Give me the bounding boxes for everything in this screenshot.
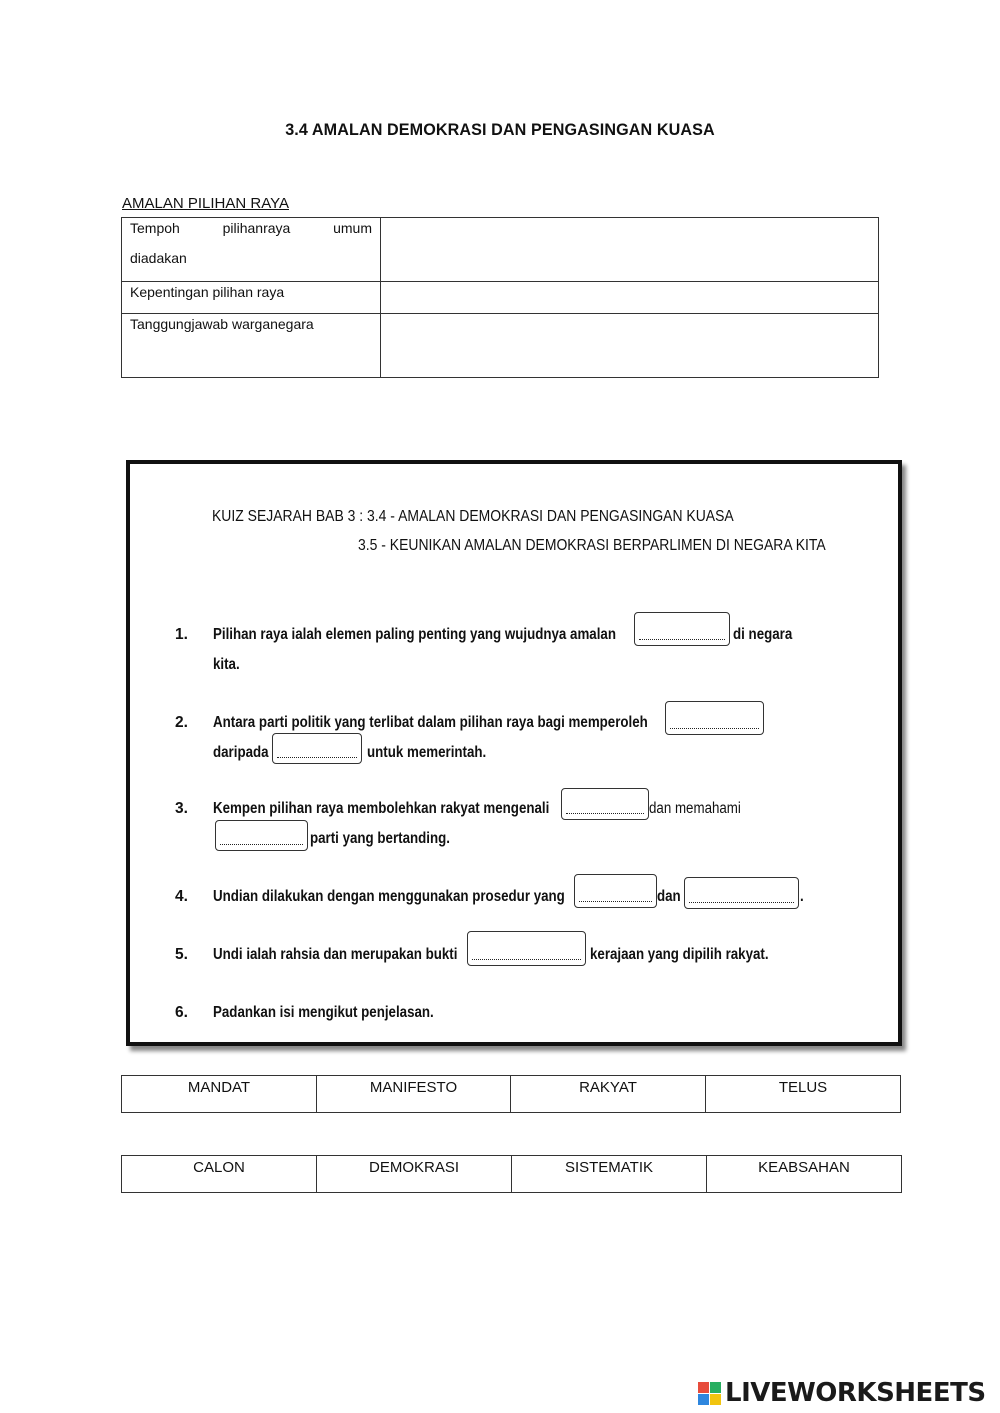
logo-text: LIVEWORKSHEETS <box>725 1378 986 1408</box>
answer-blank-q2a[interactable] <box>665 701 764 735</box>
word-chip[interactable]: MANDAT <box>122 1076 317 1113</box>
answer-blank-q2b[interactable] <box>272 733 362 764</box>
row-label-tanggungjawab: Tanggungjawab warganegara <box>122 314 381 378</box>
question-number: 6. <box>175 1004 188 1021</box>
answer-cell-kepentingan[interactable] <box>381 282 879 314</box>
section-label: AMALAN PILIHAN RAYA <box>122 195 289 212</box>
answer-blank-q4a[interactable] <box>574 874 657 908</box>
word-bank-row2 <box>121 1155 902 1193</box>
question-text: . <box>800 888 804 905</box>
question-text: parti yang bertanding. <box>310 830 450 847</box>
table-row <box>122 282 879 314</box>
answer-cell-tanggungjawab[interactable] <box>381 314 879 378</box>
quiz-heading-line1: KUIZ SEJARAH BAB 3 : 3.4 - AMALAN DEMOKRASI DAN PENGASINGAN KUASA <box>212 508 734 525</box>
question-text: dan <box>657 888 681 905</box>
row-label-kepentingan: Kepentingan pilihan raya <box>122 282 381 314</box>
answer-cell-tempoh[interactable] <box>381 218 879 282</box>
answer-blank-q4b[interactable] <box>684 877 799 909</box>
table-row <box>122 314 879 378</box>
table-row <box>122 1156 902 1193</box>
question-text: dan memahami <box>649 800 741 817</box>
question-text: daripada <box>213 744 269 761</box>
word-chip[interactable]: SISTEMATIK <box>512 1156 707 1193</box>
word-chip[interactable]: CALON <box>122 1156 317 1193</box>
page-title: 3.4 AMALAN DEMOKRASI DAN PENGASINGAN KUASA <box>285 120 715 139</box>
table-row <box>122 218 879 282</box>
quiz-heading-line2: 3.5 - KEUNIKAN AMALAN DEMOKRASI BERPARLIMEN DI NEGARA KITA <box>358 537 826 554</box>
answer-blank-q1[interactable] <box>634 612 730 646</box>
question-text: Undian dilakukan dengan menggunakan prosedur yang <box>213 888 565 905</box>
liveworksheets-logo <box>698 1378 986 1408</box>
question-text: Antara parti politik yang terlibat dalam pilihan raya bagi memperoleh <box>213 714 648 731</box>
question-text: Padankan isi mengikut penjelasan. <box>213 1004 434 1021</box>
question-text: kita. <box>213 656 240 673</box>
question-text: kerajaan yang dipilih rakyat. <box>590 946 769 963</box>
question-text: Kempen pilihan raya membolehkan rakyat mengenali <box>213 800 550 817</box>
question-number: 3. <box>175 800 188 817</box>
question-text: Pilihan raya ialah elemen paling penting yang wujudnya amalan <box>213 626 616 643</box>
word-chip[interactable]: TELUS <box>706 1076 901 1113</box>
logo-squares-icon <box>698 1382 721 1405</box>
word-chip[interactable]: RAKYAT <box>511 1076 706 1113</box>
question-number: 1. <box>175 626 188 643</box>
table-row <box>122 1076 901 1113</box>
answer-blank-q3a[interactable] <box>561 788 649 820</box>
question-text: untuk memerintah. <box>367 744 487 761</box>
question-number: 4. <box>175 888 188 905</box>
row-label-tempoh: Tempoh pilihanraya umum diadakan <box>122 218 381 282</box>
word-chip[interactable]: KEABSAHAN <box>707 1156 902 1193</box>
question-number: 5. <box>175 946 188 963</box>
question-text: di negara <box>733 626 793 643</box>
info-table <box>121 217 879 378</box>
word-bank-row1 <box>121 1075 901 1113</box>
question-number: 2. <box>175 714 188 731</box>
answer-blank-q5[interactable] <box>467 931 586 966</box>
word-chip[interactable]: DEMOKRASI <box>317 1156 512 1193</box>
word-chip[interactable]: MANIFESTO <box>317 1076 511 1113</box>
question-text: Undi ialah rahsia dan merupakan bukti <box>213 946 458 963</box>
answer-blank-q3b[interactable] <box>215 820 308 851</box>
